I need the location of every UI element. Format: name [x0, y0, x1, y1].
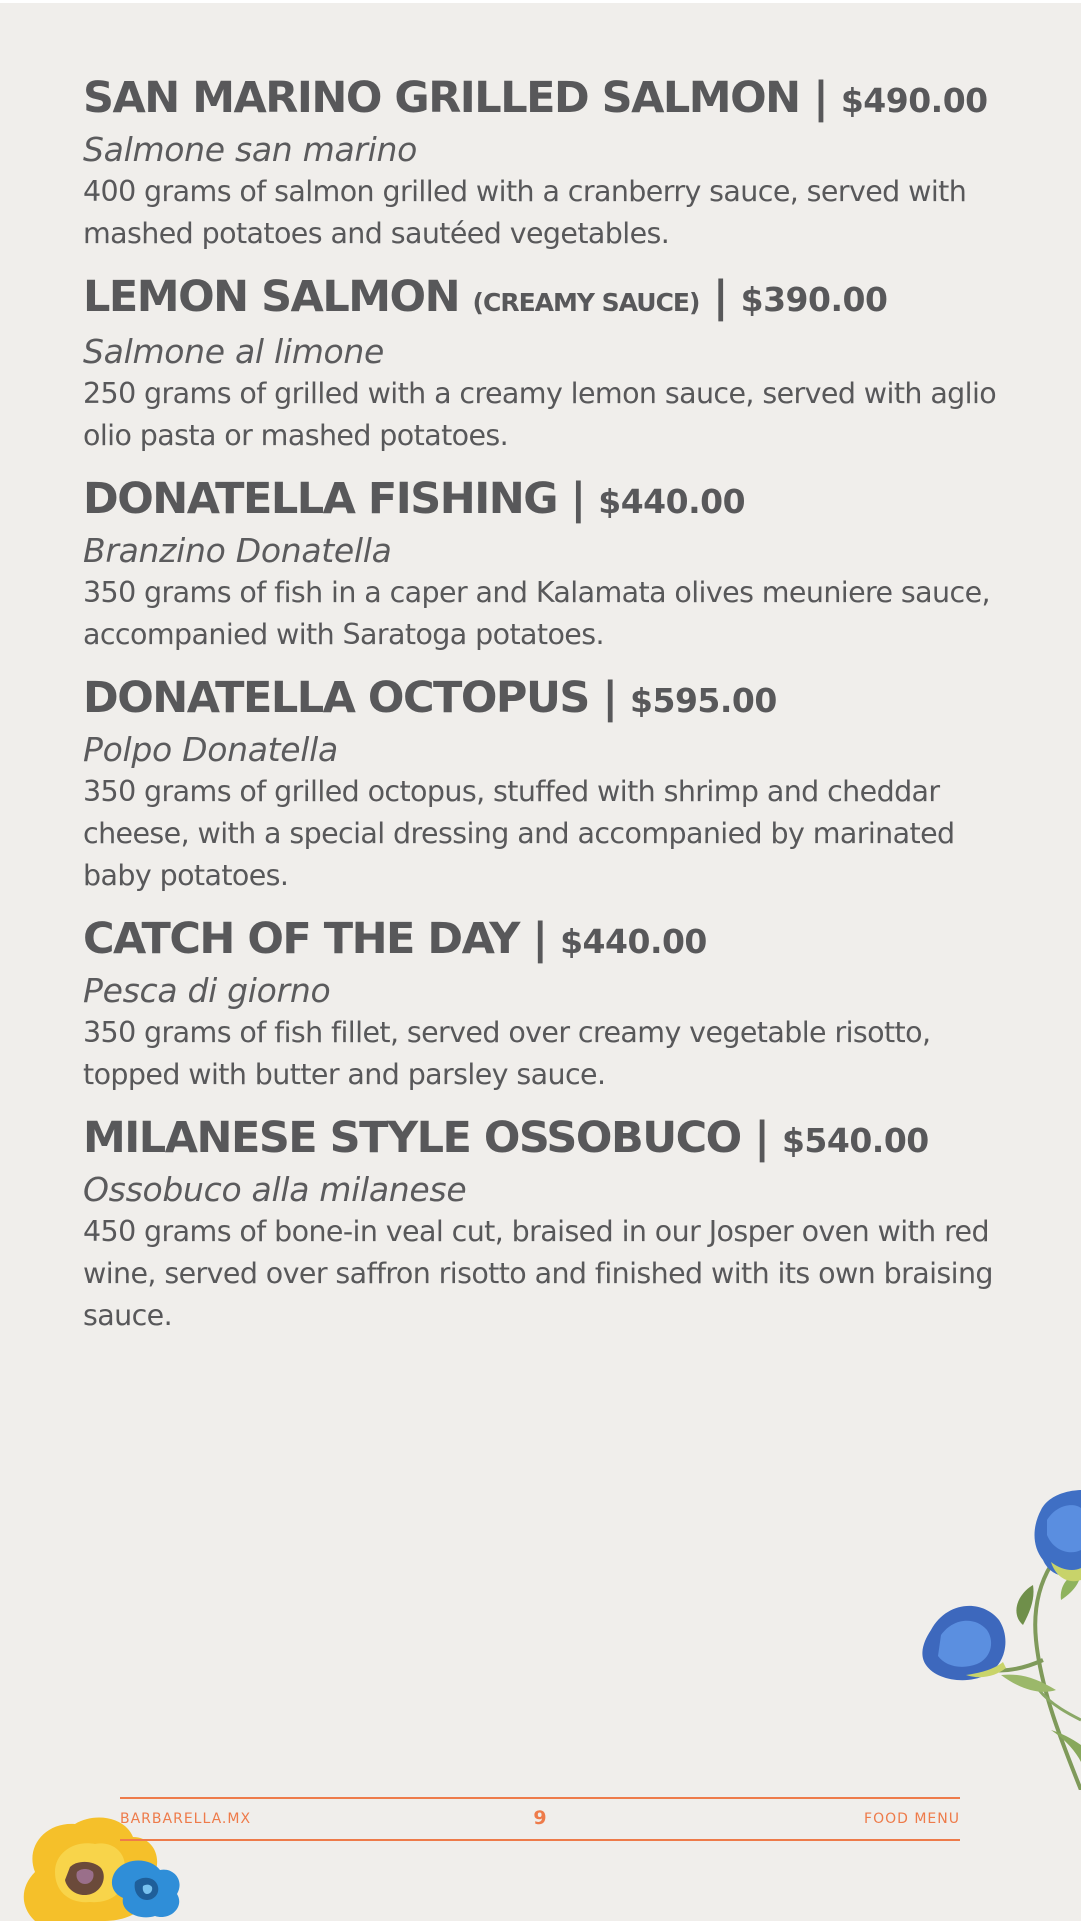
dish-italian-name: Polpo Donatella [83, 730, 338, 769]
menu-item [83, 269, 1013, 457]
page-number: 9 [533, 1807, 547, 1829]
menu-item [83, 670, 1013, 897]
dish-price: $540.00 [781, 1121, 929, 1160]
dish-name: CATCH OF THE DAY [83, 914, 519, 964]
dish-price: $490.00 [840, 81, 988, 120]
blue-flower-illustration [911, 1490, 1081, 1790]
dish-name: MILANESE STYLE OSSOBUCO [83, 1113, 741, 1163]
menu-list [83, 70, 1013, 1351]
dish-price: $440.00 [598, 482, 746, 521]
dish-separator: | [570, 474, 585, 524]
dish-price: $390.00 [740, 280, 888, 319]
footer-site: BARBARELLA.MX [120, 1811, 252, 1827]
dish-italian-name: Branzino Donatella [83, 531, 392, 570]
menu-item [83, 1110, 1013, 1337]
dish-italian-name: Pesca di giorno [83, 971, 331, 1010]
dish-title [83, 670, 1013, 729]
dish-price: $440.00 [560, 922, 707, 961]
dish-separator: | [813, 73, 828, 123]
dish-italian-name: Salmone san marino [83, 130, 418, 169]
dish-separator: | [754, 1113, 769, 1163]
footer-section: FOOD MENU [864, 1811, 960, 1827]
dish-italian-name: Ossobuco alla milanese [83, 1170, 467, 1209]
dish-note: (CREAMY SAUCE) [472, 288, 700, 317]
dish-italian-name: Salmone al limone [83, 332, 385, 371]
dish-separator: | [712, 272, 728, 322]
menu-item [83, 471, 1013, 656]
dish-title [83, 1110, 1013, 1169]
dish-name: LEMON SALMON [83, 272, 460, 322]
dish-title [83, 471, 1013, 530]
dish-description: 350 grams of fish fillet, served over creamy vegetable risotto, topped with butter and parsley sauce. [83, 1016, 931, 1091]
dish-description: 350 grams of fish in a caper and Kalamata olives meuniere sauce, accompanied with Saratoga potatoes. [83, 576, 990, 651]
dish-price: $595.00 [630, 681, 777, 720]
dish-name: DONATELLA OCTOPUS [83, 673, 589, 723]
dish-name: SAN MARINO GRILLED SALMON [83, 73, 800, 123]
dish-title [83, 70, 1013, 129]
dish-description: 250 grams of grilled with a creamy lemon sauce, served with aglio olio pasta or mashed potatoes. [83, 377, 997, 452]
dish-separator: | [532, 914, 547, 964]
menu-item [83, 70, 1013, 255]
dish-description: 350 grams of grilled octopus, stuffed with shrimp and cheddar cheese, with a special dressing and accompanied by marinated baby potatoes. [83, 775, 955, 892]
dish-title [83, 911, 1013, 970]
dish-separator: | [602, 673, 617, 723]
page-footer [120, 1797, 960, 1841]
menu-item [83, 911, 1013, 1096]
dish-description: 450 grams of bone-in veal cut, braised in our Josper oven with red wine, served over saffron risotto and finished with its own braising sauce. [83, 1215, 993, 1332]
dish-name: DONATELLA FISHING [83, 474, 558, 524]
top-edge-rule [0, 0, 1081, 3]
dish-title [83, 269, 1013, 331]
dish-description: 400 grams of salmon grilled with a cranberry sauce, served with mashed potatoes and sautéed vegetables. [83, 175, 967, 250]
